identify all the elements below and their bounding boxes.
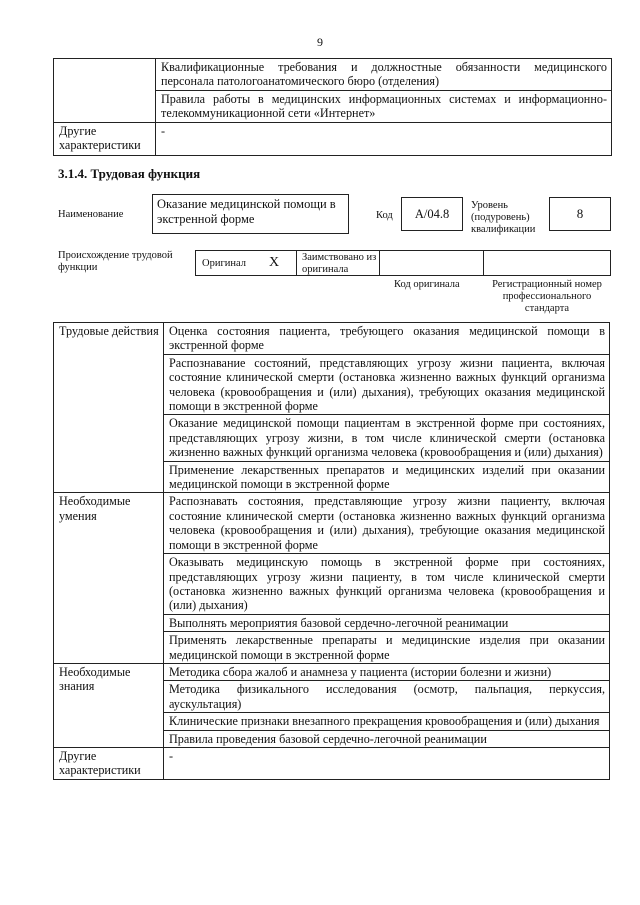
- level-label: Уровень (подуровень) квалификации: [471, 200, 536, 235]
- table-cell: Правила проведения базовой сердечно-легочной реанимации: [164, 730, 610, 747]
- row-label: Трудовые действия: [54, 323, 164, 493]
- row-label: [54, 59, 156, 123]
- original-mark: X: [269, 255, 280, 270]
- table-row: [54, 123, 612, 156]
- code-original-box: [379, 250, 484, 276]
- reg-number-box: [483, 250, 611, 276]
- original-label: Оригинал: [202, 258, 246, 269]
- name-label: Наименование: [58, 209, 124, 220]
- code-value: A/04.8: [401, 197, 463, 231]
- table-row: [54, 323, 610, 355]
- origin-label: Происхождение трудовой функции: [58, 250, 173, 273]
- table-cell: Распознавание состояний, представляющих угрозу жизни пациента, включая состояние клинической смерти (остановка жизненно важных функций организма человека (кровообращения и (или) дыхания), требующих оказания медицинской помощи в экстренной форме: [164, 354, 610, 415]
- borrowed-label: Заимствовано из оригинала: [302, 252, 377, 275]
- table-cell: Оказание медицинской помощи пациентам в экстренной форме при состояниях, представляющих угрозу жизни, в том числе клинической смерти (остановка жизненно важных функций организма человека (кровообращения и (или) дыхания): [164, 415, 610, 461]
- table-row: [54, 493, 610, 554]
- table-row: [54, 663, 610, 680]
- original-box: [195, 250, 297, 276]
- table-cell: Применение лекарственных препаратов и медицинских изделий при оказании медицинской помощи в экстренной форме: [164, 461, 610, 493]
- table-cell: Оказывать медицинскую помощь в экстренной форме при состояниях, представляющих угрозу жизни пациенту, в том числе клинической смерти (остановка жизненно важных функций организма человека (кровообращения и (или) дыхания): [164, 554, 610, 615]
- section-title: 3.1.4. Трудовая функция: [58, 166, 201, 181]
- borrowed-box: [296, 250, 380, 276]
- code-label: Код: [376, 210, 393, 221]
- table-cell: Клинические признаки внезапного прекращения кровообращения и (или) дыхания: [164, 713, 610, 730]
- table-row: [54, 59, 612, 91]
- table-cell: Квалификационные требования и должностные обязанности медицинского персонала патологоанатомического бюро (отделения): [156, 59, 612, 91]
- labor-function-table: [53, 322, 610, 780]
- table-cell: -: [156, 123, 612, 156]
- table-cell: Оценка состояния пациента, требующего оказания медицинской помощи в экстренной форме: [164, 323, 610, 355]
- row-label: Необходимые знания: [54, 663, 164, 747]
- level-value: 8: [549, 197, 611, 231]
- reg-number-label: Регистрационный номер профессионального стандарта: [492, 279, 602, 314]
- previous-function-table: [53, 58, 612, 156]
- row-label: Другие характеристики: [54, 123, 156, 156]
- page-number: 9: [317, 35, 323, 49]
- row-label: Необходимые умения: [54, 493, 164, 663]
- table-cell: Методика физикального исследования (осмотр, пальпация, перкуссия, аускультация): [164, 681, 610, 713]
- table-cell: -: [164, 747, 610, 779]
- table-cell: Методика сбора жалоб и анамнеза у пациента (истории болезни и жизни): [164, 663, 610, 680]
- table-cell: Выполнять мероприятия базовой сердечно-легочной реанимации: [164, 614, 610, 631]
- name-value: Оказание медицинской помощи в экстренной форме: [152, 194, 349, 234]
- row-label: Другие характеристики: [54, 747, 164, 779]
- table-cell: Применять лекарственные препараты и медицинские изделия при оказании медицинской помощи в экстренной форме: [164, 632, 610, 664]
- table-cell: Правила работы в медицинских информационных системах и информационно-телекоммуникационной сети «Интернет»: [156, 91, 612, 123]
- table-cell: Распознавать состояния, представляющие угрозу жизни пациенту, включая состояние клинической смерти (остановка жизненно важных функций организма человека (кровообращения и (или) дыхания), требующие оказания медицинской помощи в экстренной форме: [164, 493, 610, 554]
- code-original-label: Код оригинала: [394, 279, 460, 290]
- table-row: [54, 747, 610, 779]
